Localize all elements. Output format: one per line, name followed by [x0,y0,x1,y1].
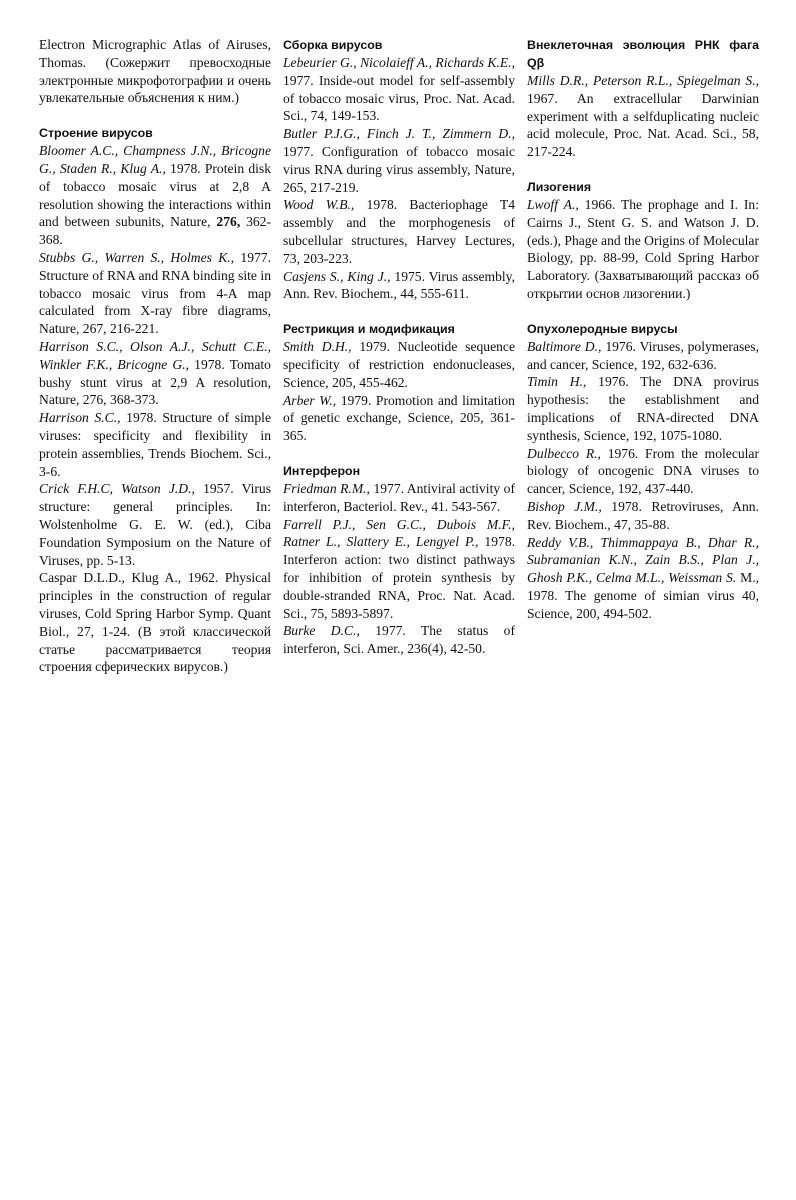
section-heading: Сборка вирусов [283,38,383,52]
section-interferon [283,462,515,658]
reference-entry: Harrison S.C., Olson A.J., Schutt C.E., Winkler F.K., Bricogne G., 1978. Tomato bushy stunt virus at 2,9 A resolution, Nature, 276, 368-373. [39,338,271,408]
reference-entry: Butler P.J.G., Finch J. T., Zimmern D., 1977. Configuration of tobacco mosaic virus RNA during virus assembly, Nature, 265, 217-219. [283,126,515,195]
reference-entry: Baltimore D., 1976. Viruses, polymerases, and cancer, Science, 192, 632-636. [527,338,759,372]
section-assembly [283,36,515,303]
reference-entry: Casjens S., King J., 1975. Virus assembly, Ann. Rev. Biochem., 44, 555-611. [283,268,515,302]
section-lysogeny [527,178,759,303]
reference-entry: Harrison S.C., 1978. Structure of simple viruses: specificity and flexibility in protein assemblies, Trends Biochem. Sci., 3-6. [39,410,271,479]
reference-entry: Timin H., 1976. The DNA provirus hypothesis: the establishment and implications of RNA-directed DNA synthesis, Science, 192, 1075-1080. [527,374,759,443]
reference-entry: Farrell P.J., Sen G.C., Dubois M.F., Ratner L., Slattery E., Lengyel P., 1978. Interferon action: two distinct pathways for inhibition of protein synthesis by double-stranded RNA, Proc. Nat. Acad. Sci., 75, 5893-5897. [283,516,516,621]
section-heading: Строение вирусов [39,126,153,141]
reference-entry: Mills D.R., Peterson R.L., Spiegelman S., 1967. An extracellular Darwinian experiment with a selfduplicating nucleic acid molecule, Proc. Nat. Acad. Sci., 58, 217-224. [527,73,759,160]
reference-entry: Stubbs G., Warren S., Holmes K., 1977. Structure of RNA and RNA binding site in tobacco mosaic virus from 4-A map calculated from X-ray fibre diagrams, Nature, 267, 216-221. [39,249,271,337]
reference-entry: Arber W., 1979. Promotion and limitation of genetic exchange, Science, 205, 361-365. [283,392,515,444]
section-heading: Интерферон [283,463,361,478]
reference-entry: Friedman R.M., 1977. Antiviral activity of interferon, Bacteriol. Rev., 41. 543-567. [283,480,515,514]
reference-entry: Bloomer A.C., Champness J.N., Bricogne G., Staden R., Klug A., 1978. Protein disk of tobacco mosaic virus at 2,8 A resolution showing the interactions within and between subunits, Nature, 276, 362-368. [39,143,271,248]
column-3 [527,36,759,623]
reference-entry: Dulbecco R., 1976. From the molecular biology of oncogenic DNA viruses to cancer, Science, 192, 437-440. [527,445,759,497]
column-1 [39,36,271,676]
section-heading: Рестрикция и модификация [283,322,455,337]
reference-entry: Smith D.H., 1979. Nucleotide sequence specificity of restriction endonucleases, Science, 205, 455-462. [283,339,515,390]
reference-entry: Bishop J.M., 1978. Retroviruses, Ann. Rev. Biochem., 47, 35-88. [527,498,759,532]
reference-entry: Wood W.B., 1978. Bacteriophage T4 assembly and the morphogenesis of subcellular structures, Harvey Lectures, 73, 203-223. [283,197,515,266]
reference-entry: Caspar D.L.D., Klug A., 1962. Physical principles in the construction of regular viruses, Cold Spring Harbor Symp. Quant Biol., 27, 1-24. (В этой классической статье рассматривается теория строения сферических вирусов.) [39,570,271,675]
section-qbeta-evolution [527,36,759,161]
reference-entry: Crick F.H.C, Watson J.D., 1957. Virus structure: general principles. In: Wolstenholme G. E. W. (ed.), Ciba Foundation Symposium on the Nature of Viruses, pp. 5-13. [39,481,271,568]
section-restriction [283,320,515,445]
section-heading: Внеклеточная эволюция РНК фага Qβ [527,38,759,70]
intro-paragraph: Electron Micrographic Atlas of Airuses, Thomas. (Сожержит превосходные электронные микрофотографии и очень увлекательные объяснения к ним.) [39,37,271,106]
section-tumor-viruses [527,320,759,623]
reference-entry: Lwoff A., 1966. The prophage and I. In: Cairns J., Stent G. S. and Watson J. D. (eds.), Phage and the Origins of Molecular Biology, pp. 88-99, Cold Spring Harbor Laboratory. (Захватывающий рассказ об открытии основ лизогении.) [527,196,759,301]
section-structure [39,124,271,676]
reference-entry: Reddy V.B., Thimmappaya B., Dhar R., Subramanian K.N., Zain B.S., Plan J., Ghosh P.K., Celma M.L., Weissman S. M., 1978. The genome of simian virus 40, Science, 200, 494-502. [527,534,759,621]
section-heading: Опухолеродные вирусы [527,321,678,336]
reference-entry: Burke D.C., 1977. The status of interferon, Sci. Amer., 236(4), 42-50. [283,623,516,657]
section-heading: Лизогения [527,179,592,194]
reference-entry: Lebeurier G., Nicolaieff A., Richards K.E., 1977. Inside-out model for self-assembly of tobacco mosaic virus, Proc. Nat. Acad. Sci., 74, 149-153. [283,55,515,124]
column-2 [283,36,515,658]
